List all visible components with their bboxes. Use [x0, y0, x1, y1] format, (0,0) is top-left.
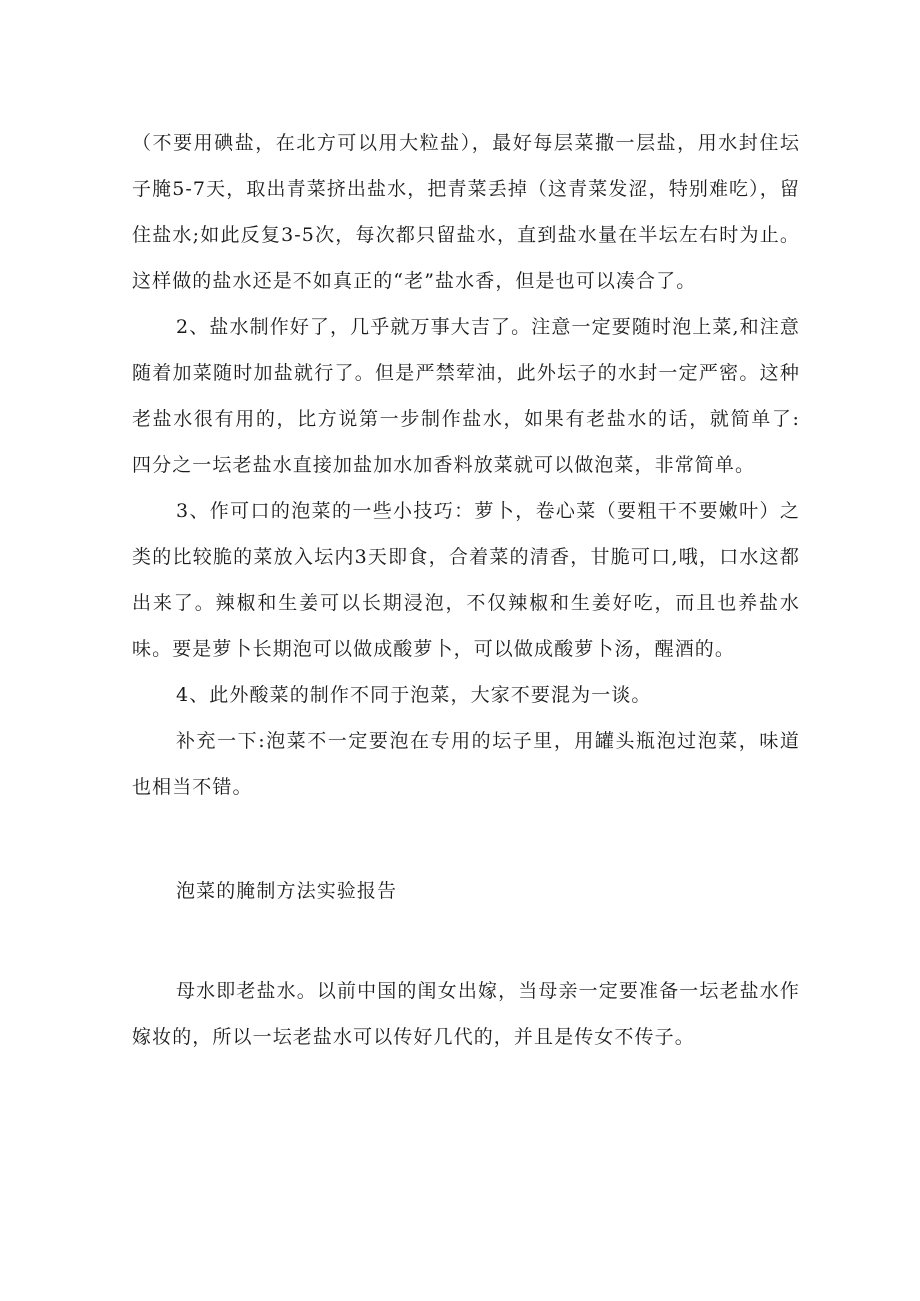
paragraph-step-2: 2、盐水制作好了，几乎就万事大吉了。注意一定要随时泡上菜,和注意随着加菜随时加盐就行了。但是严禁荤油，此外坛子的水封一定严密。这种老盐水很有用的，比方说第一步制作盐水，如果有老盐水的话，就简单了:四分之一坛老盐水直接加盐加水加香料放菜就可以做泡菜，非常简单。	[132, 316, 800, 476]
paragraph-continued-brine-method: （不要用碘盐，在北方可以用大粒盐），最好每层菜撒一层盐，用水封住坛子腌5-7天，取出青菜挤出盐水，把青菜丢掉（这青菜发涩，特别难吃），留住盐水;如此反复3-5次，每次都只留盐水，直到盐水量在半坛左右时为止。这样做的盐水还是不如真正的“老”盐水香，但是也可以凑合了。	[132, 132, 800, 292]
paragraph-step-4: 4、此外酸菜的制作不同于泡菜，大家不要混为一谈。	[176, 684, 652, 706]
paragraph-mother-brine: 母水即老盐水。以前中国的闺女出嫁，当母亲一定要准备一坛老盐水作嫁妆的，所以一坛老盐水可以传好几代的，并且是传女不传子。	[132, 980, 800, 1048]
paragraph-step-3: 3、作可口的泡菜的一些小技巧：萝卜，卷心菜（要粗干不要嫩叶）之类的比较脆的菜放入坛内3天即食，合着菜的清香，甘脆可口,哦，口水这都出来了。辣椒和生姜可以长期浸泡，不仅辣椒和生姜好吃，而且也养盐水味。要是萝卜长期泡可以做成酸萝卜，可以做成酸萝卜汤，醒酒的。	[132, 500, 800, 660]
document-body	[132, 120, 800, 1060]
section-title: 泡菜的腌制方法实验报告	[176, 880, 398, 902]
paragraph-supplement: 补充一下:泡菜不一定要泡在专用的坛子里，用罐头瓶泡过泡菜，味道也相当不错。	[132, 730, 800, 798]
